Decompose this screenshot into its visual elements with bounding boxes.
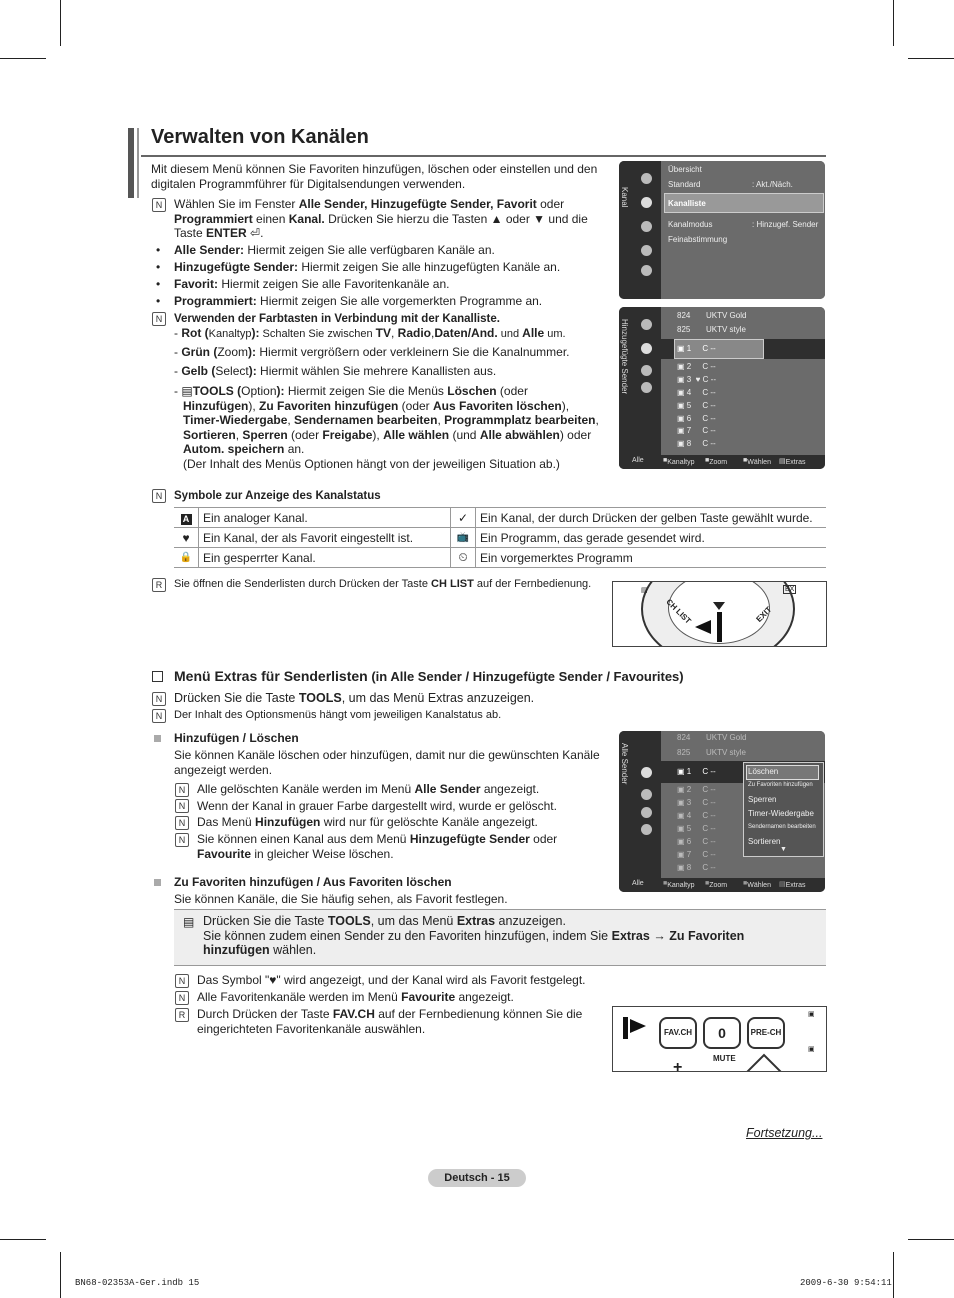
channel-icon xyxy=(641,197,652,208)
colorkey-red: - Rot (Kanaltyp): Schalten Sie zwischen TV, Radio,Daten/And. und Alle um. xyxy=(174,326,566,340)
section-title: Menü Extras für Senderlisten (in Alle Sender / Hinzugefügte Sender / Favourites) xyxy=(174,668,684,684)
channel-number: 824 xyxy=(677,733,691,742)
channel-row[interactable]: ▣ 8 C -- xyxy=(677,439,716,448)
section-checkbox-icon xyxy=(152,671,163,682)
popup-item-add-favorite[interactable]: Zu Favoriten hinzufügen xyxy=(748,782,813,788)
menu-footer: Alle ■ Kanaltyp ■ Zoom ■ Wählen ▤ Extras xyxy=(619,455,825,469)
channel-name: UKTV style xyxy=(706,748,747,757)
colorkey-green: - Grün (Zoom): Hiermit vergrößern oder verkleinern Sie die Kanalnummer. xyxy=(174,345,570,359)
prech-button[interactable]: PRE-CH xyxy=(747,1017,785,1049)
crop-mark xyxy=(60,1252,61,1298)
all-channels-icon xyxy=(641,767,652,778)
channel-name: UKTV Gold xyxy=(706,311,747,320)
channel-row[interactable]: ▣ 3 C -- xyxy=(677,798,716,807)
popup-item-delete[interactable]: Löschen xyxy=(748,767,779,776)
print-footer-right: 2009-6-30 9:54:11 xyxy=(800,1278,892,1288)
tv-menu-all-channels-options xyxy=(619,731,825,892)
arrow-down-icon xyxy=(713,602,725,610)
add-delete-note: Wenn der Kanal in grauer Farbe dargestellt wird, wurde er gelöscht. xyxy=(197,799,557,813)
pointer-arrow-icon xyxy=(630,1019,646,1033)
popup-item-timer[interactable]: Timer-Wiedergabe xyxy=(748,809,814,818)
favorites-heading: Zu Favoriten hinzufügen / Aus Favoriten löschen xyxy=(174,875,452,889)
remote-favch-illustration xyxy=(612,1006,827,1072)
favorite-icon xyxy=(641,807,652,818)
menu-value: : Akt./Näch. xyxy=(752,180,793,189)
menu-item[interactable]: Standard xyxy=(668,180,701,189)
note-select-list: Wählen Sie im Fenster Alle Sender, Hinzugefügte Sender, Favorit oder Programmiert einen Kanal. Drücken Sie hierzu die Tasten ▲ oder ▼ und die Taste ENTER ⏎. xyxy=(174,197,588,240)
note-icon: N xyxy=(152,709,166,723)
favch-note: Durch Drücken der Taste FAV.CH auf der Fernbedienung können Sie die eingerichteten Favoritenkanäle auswählen. xyxy=(197,1007,583,1036)
page-number: Deutsch - 15 xyxy=(428,1169,526,1187)
favorite-note: Das Symbol "♥" wird angezeigt, und der Kanal wird als Favorit festgelegt. xyxy=(197,973,586,987)
enter-icon: ⏎ xyxy=(246,226,261,240)
favorite-icon xyxy=(641,365,652,376)
colorkey-yellow: - Gelb (Select): Hiermit wählen Sie mehrere Kanallisten aus. xyxy=(174,364,497,378)
pointer-bar xyxy=(717,612,722,642)
menu-item[interactable]: Kanalmodus xyxy=(668,220,713,229)
menu-side-label: Kanal xyxy=(620,187,629,208)
channel-number: 825 xyxy=(677,748,691,757)
page-title: Verwalten von Kanälen xyxy=(151,126,369,148)
source-icon: ▣ xyxy=(808,1011,815,1018)
menu-value: : Hinzugef. Sender xyxy=(752,220,819,229)
note-icon: N xyxy=(175,974,189,988)
exit-button-label: EXIT xyxy=(754,605,774,624)
symbols-heading: Symbole zur Anzeige des Kanalstatus xyxy=(174,490,381,502)
menu-footer: Alle ■ Kanaltyp ■ Zoom ■ Wählen ▤ Extras xyxy=(619,878,825,892)
popup-item-sort[interactable]: Sortieren xyxy=(748,837,781,846)
channel-number: 824 xyxy=(677,311,691,320)
add-delete-text: Sie können Kanäle löschen oder hinzufügen, damit nur die gewünschten Kanäle angezeigt werden. xyxy=(174,748,600,777)
continuation-text: Fortsetzung... xyxy=(746,1126,823,1140)
crop-mark xyxy=(60,0,61,46)
channel-name: UKTV Gold xyxy=(706,733,747,742)
channel-row[interactable]: ▣ 4 C -- xyxy=(677,811,716,820)
intro-text: Mit diesem Menü können Sie Favoriten hinzufügen, löschen oder einstellen und den digitalen Programmführer für Digitalsendungen verwenden. xyxy=(151,162,598,191)
symbol-desc: Ein Kanal, der durch Drücken der gelben Taste gewählt wurde. xyxy=(476,508,827,528)
note-icon: N xyxy=(175,816,189,830)
popup-item-edit-name[interactable]: Sendernamen bearbeiten xyxy=(748,824,816,830)
lock-icon: 🔒 xyxy=(174,548,199,568)
mute-button-label: MUTE xyxy=(713,1054,736,1063)
added-channels-icon xyxy=(641,789,652,800)
exit-icon: EX xyxy=(785,586,795,593)
bullet-item: Programmiert: Hiermit zeigen Sie alle vorgemerkten Programme an. xyxy=(174,294,543,308)
square-bullet xyxy=(154,735,161,742)
crop-mark xyxy=(893,0,894,46)
application-icon xyxy=(641,265,652,276)
channel-row[interactable]: ▣ 6 C -- xyxy=(677,414,716,423)
tools-icon: ▤ xyxy=(183,915,195,929)
tv-menu-channel xyxy=(619,161,825,299)
add-delete-note: Das Menü Hinzufügen wird nur für gelöschte Kanäle angezeigt. xyxy=(197,815,538,829)
note-icon: N xyxy=(175,783,189,797)
symbol-desc: Ein vorgemerktes Programm xyxy=(476,548,827,568)
note-icon: N xyxy=(175,833,189,847)
symbol-desc: Ein gesperrter Kanal. xyxy=(199,548,451,568)
menu-side-label: Hinzugefügte Sender xyxy=(620,319,629,395)
chlist-button-label: CH LIST xyxy=(664,597,693,626)
bullet: • xyxy=(156,260,161,274)
favorites-text: Sie können Kanäle, die Sie häufig sehen, als Favorit festlegen. xyxy=(174,892,508,906)
heart-icon: ♥ xyxy=(174,528,199,548)
tv-icon: 📺 xyxy=(451,528,476,548)
crop-mark xyxy=(908,58,954,59)
input-source-icon xyxy=(641,245,652,256)
square-bullet xyxy=(154,879,161,886)
channel-row[interactable]: ▣ 8 C -- xyxy=(677,863,716,872)
crop-mark xyxy=(0,58,46,59)
channel-row[interactable]: ▣ 1 C -- xyxy=(677,767,716,776)
menu-side-label: Alle Sender xyxy=(620,743,629,785)
channel-row[interactable]: ▣ 2 C -- xyxy=(677,785,716,794)
favorite-note: Alle Favoritenkanäle werden im Menü Favourite angezeigt. xyxy=(197,990,514,1004)
add-delete-note: Alle gelöschten Kanäle werden im Menü Alle Sender angezeigt. xyxy=(197,782,540,796)
tools-note: Drücken Sie die Taste TOOLS, um das Menü Extras anzuzeigen. xyxy=(174,691,535,705)
symbol-desc: Ein Programm, das gerade gesendet wird. xyxy=(476,528,827,548)
menu-item[interactable]: Übersicht xyxy=(668,165,702,174)
channel-row[interactable]: ▣ 1 C -- xyxy=(677,344,716,353)
remote-note-icon: R xyxy=(175,1008,189,1022)
note-icon: N xyxy=(152,489,166,503)
input-icon xyxy=(641,173,652,184)
options-note: Der Inhalt des Optionsmenüs hängt vom jeweiligen Kanalstatus ab. xyxy=(174,709,502,721)
print-footer-left: BN68-02353A-Ger.indb 15 xyxy=(75,1278,200,1288)
crop-mark xyxy=(0,1239,46,1240)
channel-row[interactable]: ▣ 2 C -- xyxy=(677,362,716,371)
channel-row[interactable]: ▣ 6 C -- xyxy=(677,837,716,846)
title-bar-decoration xyxy=(128,128,134,198)
note-icon: N xyxy=(175,991,189,1005)
favch-button[interactable]: FAV.CH xyxy=(659,1017,697,1049)
remote-chlist-illustration xyxy=(612,581,827,647)
note-icon: N xyxy=(152,692,166,706)
add-delete-heading: Hinzufügen / Löschen xyxy=(174,731,299,745)
crop-mark xyxy=(893,1252,894,1298)
bullet: • xyxy=(156,277,161,291)
crop-mark xyxy=(908,1239,954,1240)
channel-row[interactable]: ▣ 5 C -- xyxy=(677,824,716,833)
scroll-down-icon[interactable]: ▼ xyxy=(780,846,787,853)
menu-icon: ▤ xyxy=(641,587,648,594)
symbols-table xyxy=(174,507,826,568)
analog-icon: A xyxy=(181,514,192,525)
zero-button[interactable]: 0 xyxy=(703,1017,741,1049)
channel-row[interactable]: ▣ 7 C -- xyxy=(677,850,716,859)
bullet: • xyxy=(156,294,161,308)
clock-icon: ⏲ xyxy=(451,548,476,568)
channel-row[interactable]: ▣ 4 C -- xyxy=(677,388,716,397)
channel-name: UKTV style xyxy=(706,325,747,334)
bullet-item: Alle Sender: Hiermit zeigen Sie alle verfügbaren Kanäle an. xyxy=(174,243,495,257)
colorkey-tools: - ▤TOOLS (Option): Hiermit zeigen Sie die Menüs Löschen (oder Hinzufügen), Zu Favoriten hinzufügen (oder Aus Favoriten löschen), Timer-Wiedergabe, Sendernamen bearbeiten, Programmplatz bearbeiten, Sortieren, Sperren (oder Freigabe), Alle wählen (und Alle abwählen) oder Autom. speichern an. (Der Inhalt des Menüs Optionen hängt von der jeweiligen Situation ab.) xyxy=(174,384,599,471)
setup-icon xyxy=(641,221,652,232)
popup-item-lock[interactable]: Sperren xyxy=(748,795,777,804)
menu-item[interactable]: Feinabstimmung xyxy=(668,235,728,244)
tools-icon: ▤ xyxy=(181,384,193,398)
plus-icon: + xyxy=(673,1059,683,1072)
chevron-up-icon xyxy=(746,1054,783,1072)
note-icon: N xyxy=(152,198,166,212)
channel-row[interactable]: ▣ 3 ♥ C -- xyxy=(677,375,716,384)
bullet-item: Hinzugefügte Sender: Hiermit zeigen Sie alle hinzugefügten Kanäle an. xyxy=(174,260,561,274)
bullet-item: Favorit: Hiermit zeigen Sie alle Favoritenkanäle an. xyxy=(174,277,450,291)
scheduled-icon xyxy=(641,382,652,393)
channel-number: 825 xyxy=(677,325,691,334)
pointer-bar xyxy=(623,1017,628,1039)
tools-info-text: Drücken Sie die Taste TOOLS, um das Menü Extras anzuzeigen. Sie können zudem einen Sender zu den Favoriten hinzufügen, indem Sie Extras → Zu Favoriten hinzufügen wählen. xyxy=(203,914,745,957)
channel-row[interactable]: ▣ 7 C -- xyxy=(677,426,716,435)
bullet: • xyxy=(156,243,161,257)
check-icon: ✓ xyxy=(451,508,476,528)
add-delete-note: Sie können einen Kanal aus dem Menü Hinzugefügte Sender oder Favourite in gleicher Weise löschen. xyxy=(197,832,558,861)
tv-menu-added-channels xyxy=(619,307,825,469)
chlist-note: Sie öffnen die Senderlisten durch Drücken der Taste CH LIST auf der Fernbedienung. xyxy=(174,578,592,590)
menu-item-selected[interactable]: Kanalliste xyxy=(668,199,706,208)
title-bar-decoration xyxy=(137,128,139,198)
colorkeys-heading: Verwenden der Farbtasten in Verbindung mit der Kanalliste. xyxy=(174,313,500,325)
title-rule xyxy=(141,155,826,157)
source-icon: ▣ xyxy=(808,1046,815,1053)
remote-note-icon: R xyxy=(152,578,166,592)
all-channels-icon xyxy=(641,319,652,330)
pointer-arrow-icon xyxy=(695,620,711,634)
options-popup xyxy=(743,762,824,857)
symbol-desc: Ein analoger Kanal. xyxy=(199,508,451,528)
note-icon: N xyxy=(152,312,166,326)
scheduled-icon xyxy=(641,824,652,835)
channel-row[interactable]: ▣ 5 C -- xyxy=(677,401,716,410)
symbol-desc: Ein Kanal, der als Favorit eingestellt ist. xyxy=(199,528,451,548)
note-icon: N xyxy=(175,799,189,813)
added-channels-icon xyxy=(641,343,652,354)
